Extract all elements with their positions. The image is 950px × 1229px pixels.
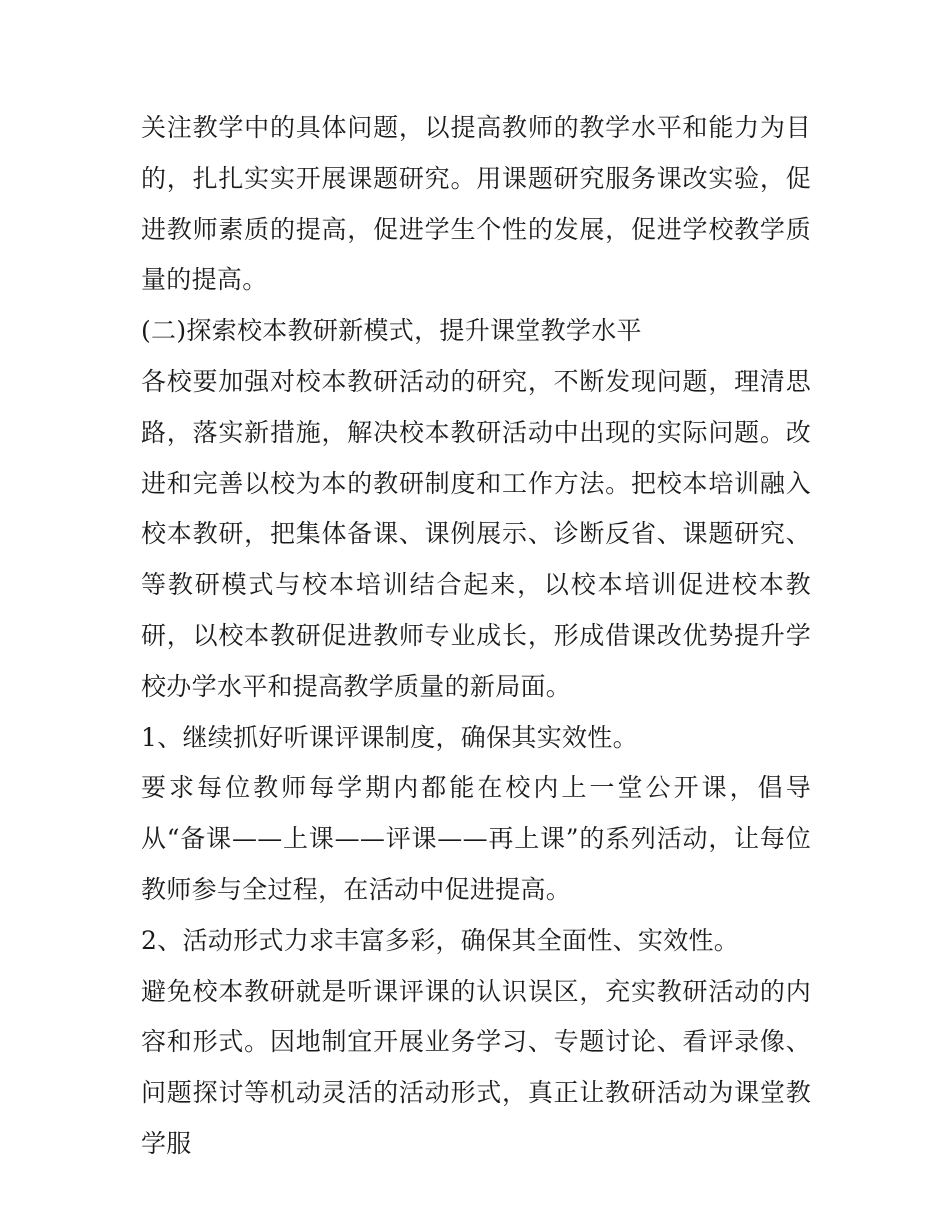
- paragraph-research-intro: 关注教学中的具体问题，以提高教师的教学水平和能力为目的，扎扎实实开展课题研究。用课题研究服务课改实验，促进教师素质的提高，促进学生个性的发展，促进学校教学质量的提高。: [141, 113, 811, 295]
- document-body: [141, 103, 811, 1170]
- section-heading-2: (二)探索校本教研新模式，提升课堂教学水平: [141, 316, 642, 346]
- paragraph-school-research: 各校要加强对校本教研活动的研究，不断发现问题，理清思路，落实新措施，解决校本教研活动中出现的实际问题。改进和完善以校为本的教研制度和工作方法。把校本培训融入校本教研，把集体备课、课例展示、诊断反省、课题研究、等教研模式与校本培训结合起来，以校本培训促进校本教研，以校本教研促进教师专业成长，形成借课改优势提升学校办学水平和提高教学质量的新局面。: [141, 366, 811, 701]
- item-heading-1: 1、继续抓好听课评课制度，确保其实效性。: [141, 722, 638, 752]
- paragraph-activity-forms: 避免校本教研就是听课评课的认识误区，充实教研活动的内容和形式。因地制宜开展业务学习、专题讨论、看评录像、问题探讨等机动灵活的活动形式，真正让教研活动为课堂教学服: [141, 976, 811, 1158]
- item-heading-2: 2、活动形式力求丰富多彩，确保其全面性、实效性。: [141, 925, 740, 955]
- paragraph-open-class: 要求每位教师每学期内都能在校内上一堂公开课，倡导从“备课——上课——评课——再上课”的系列活动，让每位教师参与全过程，在活动中促进提高。: [141, 773, 811, 904]
